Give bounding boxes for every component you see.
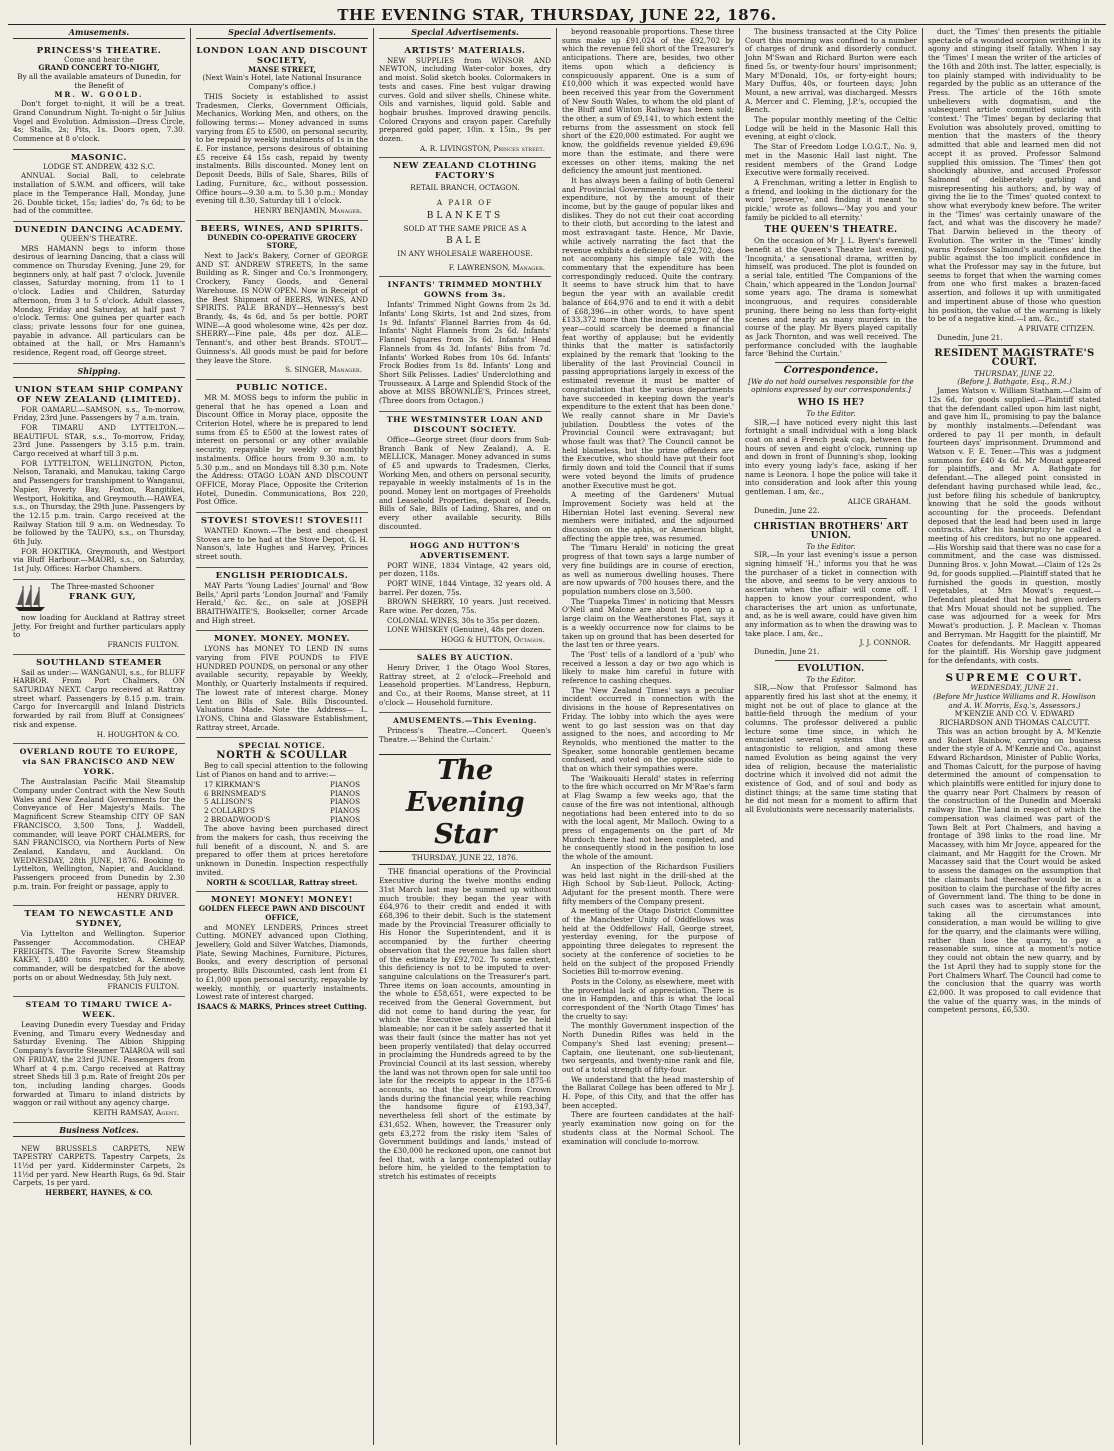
ad-signature: HENRY DRIVER.	[116, 891, 179, 901]
letter-body: SIR,—I have noticed every night this last fortnight a small individual with a long black coat on and a French peak cap, between the hours of seven and eight o'clock, running up and down in front of Dunning's shop, looking into every young lady's face, asking if her name is Leonora. I hope the police will take it into consideration and look after this young gentleman. I am, &c.,	[745, 417, 917, 497]
ad-signature: KEITH RAMSAY, Agent.	[93, 1108, 179, 1118]
ad-body: ANNUAL Social Ball, to celebrate installation of S.W.M. and officers, will take place in the Temperance Hall, Monday, June 26. Double ticket, 15s; ladies' do, 7s 6d; to be had of the committee.	[13, 171, 185, 216]
ad-heading: INFANTS' TRIMMED MONTHLY GOWNS from 3s.	[387, 280, 543, 300]
ad-heading: STOVES! STOVES!! STOVES!!!	[200, 516, 364, 527]
ad-body: Henry Driver, 1 the Otago Wool Stores, Rattray street, at 2 o'clock—Freehold and Leasehold properties. M'Landress, Hepburn, and Co., at their Rooms, Manse street, at 11 o'clock — Household furniture.	[379, 662, 551, 707]
letter-date: Dunedin, June 21.	[937, 332, 1003, 342]
article-heading-queens-theatre: THE QUEEN'S THEATRE.	[764, 225, 898, 236]
ship-title: The Three-masted Schooner	[51, 581, 155, 591]
ad-body: MR M. MOSS begs to inform the public in general that he has opened a Loan and Discount Office in Moray place, opposite the Criterion Hotel, where he is prepared to lend sums from £5 to £500 at the lowest rates of interest on personal or any other available security, repayable by weekly or monthly instalments. Office hours from 9.30 a.m. to 5.30 p.m., and on Mondays till 8.30 p.m. Note the Address: OTAGO LOAN AND DISCOUNT OFFICE, Moray Place, Opposite the Criterion Hotel, Dunedin. Communications, Box 220, Post Office.	[196, 392, 368, 507]
piano-list-item	[196, 816, 368, 825]
ad-body: and MONEY LENDERS, Princes street Cutting. MONEY advanced upon Clothing, Jewellery, Gold and Silver Watches, Diamonds, Plate, Sewing Machines, Furniture, Pictures, Books, and every description of personal property. Bills Discounted, cash lent from £1 to £1,000 upon personal security, repayable by weekly, monthly, or quarterly instalments. Lowest rate of interest charged.	[196, 922, 368, 1002]
piano-maker: 2 BROADWOOD'S	[204, 814, 271, 824]
ad-body: Princess's Theatre.—Concert. Queen's Theatre.—'Behind the Curtain.'	[379, 726, 551, 745]
section-heading-business: Business Notices.	[13, 1126, 185, 1137]
ad-schooner-frank-guy	[13, 580, 185, 655]
news-paragraph: An inspection of the Richardson Fusiliers was held last night in the drill-shed at the High School by Sub-Lieut. Pollock, Acting-Adjutant for the present month. There were fifty members of the Company present.	[562, 861, 734, 906]
letter-date: Dunedin, June 21.	[754, 647, 820, 657]
ad-body: Leaving Dunedin every Tuesday and Friday Evening, and Timaru every Wednesday and Saturday Evening. The Albion Shipping Company's favorite Steamer TAIAROA will sail ON FRIDAY, the 23rd JUNE. Passengers from Wharf at 4 p.m. Cargo received at Rattray street Sheds till 3 p.m. Rate of freight 20s per ton, including landing charges. Goods forwarded at Timaru to inland districts by waggon or rail without any agency charge.	[13, 1020, 185, 1108]
ad-heading: ENGLISH PERIODICALS.	[215, 570, 349, 581]
section-heading-amusements: Amusements.	[13, 28, 185, 39]
ad-line: BALE	[446, 236, 484, 247]
letter-heading-art-union: CHRISTIAN BROTHERS' ART UNION.	[753, 522, 909, 541]
piano-maker: 6 BRINSMEAD'S	[204, 788, 267, 798]
ad-body: MRS HAMANN begs to inform those desirous of learning Dancing, that a class will commence on Thursday Evening, June 29, for beginners only, at half past 7 o'clock. Juvenile classes, Saturday morning, from 11 to 1 o'clock. Ladies and Children, Saturday afternoon, from 3 to 5 o'clock. Adult classes, Monday, Friday and Saturday, at half past 7 o'clock. Terms: One guinea per quarter each class; private lessons four for one guinea, payable in advance. All particulars can be obtained at the hall, or Mrs Hamann's residence, Regent road, off George street.	[13, 243, 185, 358]
news-paragraph: The 'Timaru Herald' in noticing the great progress of that town says a large number of very fine buildings are in course of erection, as well as numerous dwelling houses. There are now upwards of 700 houses there, and the population numbers close on 3,500.	[562, 543, 734, 596]
editorial	[379, 868, 551, 1181]
ad-heading: PUBLIC NOTICE.	[236, 382, 328, 393]
ad-line: (Next Wain's Hotel, late National Insurance Company's office.)	[202, 73, 362, 92]
ad-body: NEW SUPPLIES from WINSOR AND NEWTON, including Water-color boxes, dry and moist. Solid sketch books. Colormakers in tests and cases. Fine best vulgar drawing curves. Gold and silver shells, Chinese white. Oils and varnishes, liquid gold. Sable and hoghair brushes. Improved drawing pencils. Colored Crayons and crayon paper. Carefully prepared gold paper, 10in. x 15in., 9s per dozen.	[379, 55, 551, 144]
ad-body: FOR OAMARU.—SAMSON, s.s., To-morrow, Friday, 23rd June. Passengers by 7 a.m. train.	[13, 404, 185, 423]
ad-heading: BEERS, WINES, AND SPIRITS.	[200, 223, 364, 234]
column-3	[374, 28, 557, 1445]
ad-westminster-loan	[379, 412, 551, 538]
ad-item: COLONIAL WINES, 30s to 35s per dozen.	[387, 615, 540, 625]
ad-carpets	[13, 1141, 185, 1202]
news-paragraph: Posts in the Colony, as elsewhere, meet with the proverbial lack of appreciation. There is one in Hampden, and this is what the local correspondent of the 'North Otago Times' has the cruelty to say:	[562, 976, 734, 1021]
ad-signature: S. SINGER, Manager.	[285, 365, 362, 375]
ad-signature: H. HOUGHTON & CO.	[96, 729, 179, 739]
ad-north-scoullar	[196, 738, 368, 892]
ad-heading: AMUSEMENTS.—This Evening.	[393, 716, 537, 726]
court-bench: (Before Mr Justice Williams and R. Howlison and A. W. Morris, Esq.'s, Assessors.)	[933, 692, 1096, 710]
ad-body: FOR HOKITIKA, Greymouth, and Westport via Bluff Harbour.—MAORI, s.s., on Saturday, 1st July. Offices: Harbor Chambers.	[13, 546, 185, 574]
ad-stoves	[196, 513, 368, 568]
ad-item: PORT WINE, 1844 Vintage, 32 years old. A barrel. Per dozen, 75s.	[379, 578, 551, 597]
ad-infants-gowns	[379, 277, 551, 411]
ad-body: LYONS has MONEY TO LEND IN sums varying from FIVE POUNDS to FIVE HUNDRED POUNDS, on personal or any other available security, repayable by Weekly, Monthly, or Quarterly Instalments if required. The lowest rate of interest charge. Money Lent on Bills of Sale. Bills Discounted. Valuations Made. Note the Address— L. LYONS, China and Glassware Establishment, Rattray street, Arcade.	[196, 644, 368, 732]
ad-heading: DUNEDIN DANCING ACADEMY.	[14, 224, 184, 235]
schooner-icon	[13, 583, 47, 613]
ad-body: Next to Jack's Bakery, Corner of GEORGE AND ST. ANDREW STREETS, In the same Building as R. Singer and Co.'s Ironmongery, Crockery, Fancy Goods, and General Warehouse. IS NOW OPEN. Now in Receipt of the Best Shipment of BEERS, WINES, AND SPIRITS. PALE BRANDY—Hennessy's best Brandy, 4s, 4s 6d, and 5s per bottle. PORT WINE—A good wholesome wine, 42s per doz. SHERRY—Fine pale, 48s per doz. ALE—Tennant's, and other best Brands. STOUT—Guinness's. All goods must be paid for before they leave the Store.	[196, 251, 368, 365]
ad-signature: HERBERT, HAYNES, & CO.	[45, 1188, 153, 1198]
ad-steam-to-timaru	[13, 997, 185, 1123]
ad-london-loan	[196, 43, 368, 221]
ad-body: now loading for Auckland at Rattray street Jetty. For freight and further particulars apply to	[13, 612, 185, 640]
ad-southland-steamer	[13, 655, 185, 745]
section-heading-special: Special Advertisements.	[196, 28, 368, 39]
news-paragraph: A Frenchman, writing a letter in English to a friend, and looking in the dictionary for the word 'preserve,' and finding it meant 'to pickle,' wrote as follows—'May you and your family be pickled to all eternity.'	[745, 177, 917, 222]
column-4	[557, 28, 740, 1445]
ad-signature: A. R. LIVINGSTON, Princes street.	[419, 143, 545, 153]
ad-body: MAY Parts 'Young Ladies' Journal' and 'Bow Bells,' April parts 'London Journal' and 'Family Herald,' &c. &c., on sale at JOSEPH BRAITHWAITE'S, Bookseller, corner Arcade and High street.	[196, 580, 368, 625]
court-bench: (Before J. Bathgate, Esq., R.M.)	[957, 377, 1072, 387]
ad-heading: MONEY. MONEY. MONEY.	[213, 634, 351, 645]
ad-heading: LONDON LOAN AND DISCOUNT SOCIETY,	[196, 45, 368, 66]
ad-signature: FRANCIS FULTON.	[107, 639, 179, 649]
ad-line: MR. W. GOOLD.	[54, 89, 144, 99]
ad-body: Beg to call special attention to the following List of Pianos on hand and to arrive:—	[196, 761, 368, 780]
news-paragraph: beyond reasonable proportions. These three sums make up £91,024 of the £92,702 by which the revenue fell short of the Treasurer's anticipations. There are, besides, two other items upon which a deficiency is conspicuously apparent. One is a sum of £10,000 which it was expected would have been received this year from the Government of New South Wales, to whom the old plant of the Bluff and Winton Railway has been sold; the other, a sum of £9,141, to which extent the returns from the assessment on stock fell short of the £20,000 estimated. For aught we know, the goldfields revenue yielded £9,696 more than the estimate, and there were excesses on other items, making the net deficiency the amount just mentioned.	[562, 28, 734, 176]
ad-item: LONE WHISKEY (Genuine), 48s per dozen.	[387, 625, 545, 635]
news-paragraph: It has always been a failing of both General and Provincial Governments to regulate their expenditure, not by the amount of their income, but by the gauge of popular likes and dislikes. They do not cut their coat according to their cloth, but according to the latest and most extravagant taste. Hence, Mr Davie, while actively narrating the fact that the revenue exhibits a deficiency of £92,702, does not accompany his simple tale with the commentary that the expenditure has been correspondingly reduced. Quite the contrary. It seems to have struck him that to have begun the year with an available credit balance of £64,976 and to end it with a debit of £68,396—in other words, to have spent £133,372 more than the income proper of the year—could scarcely be deemed a financial feat worthy of applause; but he evidently thinks that the matter is satisfactorily explained by the remark that 'looking to the liberality of the last Provincial Council in passing appropriations largely in excess of the estimated revenue it must be matter of congratulation that the various departments have succeeded in keeping down the year's expenditure to the extent that has been done.' We really cannot share in Mr Davie's jubilation. Doubtless the votes of the Provincial Council were extravagant; but whose fault was that? The Council cannot be held blameless, but the prime offenders are the Executive, who should have put their foot firmly down and told the Council that if sums were voted beyond the limits of prudence another Executive must be got.	[562, 175, 734, 490]
ad-heading: NEW ZEALAND CLOTHING FACTORY'S	[393, 161, 537, 182]
ad-money	[196, 631, 368, 738]
sales-by-auction	[379, 650, 551, 714]
column-2	[191, 28, 374, 1445]
amusements-this-evening	[379, 713, 551, 749]
running-title: THE EVENING STAR, THURSDAY, JUNE 22, 1876.	[337, 6, 777, 24]
court-report: James Watson v. William Statham.—Claim of 12s 6d, for goods supplied.—Plaintiff stated that the defendant called upon him last night, and gave him IL, promising to pay the balance by monthly instalments.—Defendant was ordered to pay 1l per month, in default fourteen days' imprisonment. Drummond and Watson v. F. E. Tener.—This was a judgment summons for £40 4s 6d. Mr Mouat appeared for plaintiffs, and Mr A. Bathgate for defendant.—The alleged point consisted in defendant having purchased while lead, &c., just before filing his schedule of bankruptcy, knowing that he sold the goods without accounting for the proceeds. Defendant deposed that the lead had been used in large contracts. After his bankruptcy he called a meeting of his creditors, but no one appeared.—His Worship said that there was no case for a commitment, and the case was dismissed. Dunning Bros. v. John Mowat.—Claim of 12s 2s 9d, for goods supplied.—Plaintiff stated that he furnished the goods in question, mostly vegetables, at Mrs Mowat's request.—Defendant pleaded that he had given orders that Mrs Mouat should not be supplied. The case was adjourned for a week for Mrs Mowat's production. J. P. Maclean v. Thomas and Berryman. Mr Haggitt for the plaintiff, Mr Coates for defendants. Mr Haggitt appeared for the plaintiff. His Worship gave judgment for the defendants, with costs.	[928, 386, 1101, 665]
letter-date: Dunedin, June 22.	[754, 505, 820, 515]
ad-item: PORT WINE, 1834 Vintage, 42 years old, per dozen, 118s.	[379, 560, 551, 579]
ad-line: By all the available amateurs of Dunedin, for the Benefit of	[17, 72, 181, 90]
ad-heading: PRINCESS'S THEATRE.	[36, 45, 162, 56]
news-paragraph: The 'Post' tells of a landlord of a 'pub' who received a lesson a day or two ago which is likely to make him careful in future with reference to cashing cheques.	[562, 649, 734, 686]
piano-type: PIANOS	[330, 779, 360, 789]
letter-heading-who-is-he: WHO IS HE?	[797, 398, 865, 409]
ad-body: THIS Society is established to assist Tradesmen, Clerks, Government Officials, Mechanics, Working Men, and others, on the following terms:— Money advanced in sums varying from £5 to £500, on personal security, to be repaid by weekly instalments of 1s in the £. For instance, persons desirous of obtaining £5 receive £4 15s cash, repaid by twenty instalments. Bills discounted. Money lent on Deposit Deeds, Bills of Sale, Shares, Bills of Lading, Furniture, &c., without possession. Office hours—9.30 a.m. to 5.30 p.m.; Monday evening till 8.30, Saturday till 1 o'clock.	[196, 91, 368, 206]
section-heading-special: Special Advertisements.	[379, 28, 551, 39]
ad-signature: ISAACS & MARKS, Princes street Cutting.	[197, 1001, 367, 1011]
case-title: M'KENZIE AND CO. V. EDWARD RICHARDSON AND THOMAS CALCUTT.	[939, 709, 1090, 728]
ad-hogg-hutton	[379, 538, 551, 650]
letter-body: SIR,—Now that Professor Salmond has apparently fired his last shot at the enemy, it might not be out of place to glance at the battle-field through the medium of your columns. The professor delivered a public lecture some time since, in which he enunciated several systems that were antagonistic to religion, and among these named Evolution as being against the very idea of religion, because the materialistic doctrine which it involved did not admit the existence of God, and of soul and body as distinct things; at the same time stating that he did not mean for a moment to affirm that all Evolutionists were necessarily materialists.	[745, 683, 917, 815]
ad-clothing-factory	[379, 158, 551, 277]
piano-type: PIANOS	[330, 814, 360, 824]
letter-salutation: To the Editor.	[806, 408, 856, 418]
ad-overland-route	[13, 744, 185, 906]
ad-body: Sail as under:— WANGANUI, s.s., for BLUFF HARBOR. From Port Chalmers, ON SATURDAY NEXT. Cargo received at Rattray street wharf. Passengers by 8.15 p.m. train. Cargo for Invercargill and Inland Districts forwarded by rail from Bluff at Consignees' risk and expense.	[13, 667, 185, 729]
piano-type: PIANOS	[330, 805, 360, 815]
section-heading-correspondence: Correspondence.	[783, 365, 879, 377]
page-masthead	[8, 4, 1106, 25]
ad-heading: UNION STEAM SHIP COMPANY OF NEW ZEALAND (LIMITED).	[14, 384, 184, 405]
ad-line: MANSE STREET,	[248, 64, 316, 74]
ad-heading: SPECIAL NOTICE.	[238, 741, 326, 751]
ad-masonic	[13, 150, 185, 222]
ad-heading: OVERLAND ROUTE TO EUROPE, via SAN FRANCISCO AND NEW YORK.	[19, 747, 179, 777]
columns	[8, 28, 1106, 1445]
piano-maker: 5 ALLISON'S	[204, 797, 253, 807]
ad-line: SOLD AT THE SAME PRICE AS A	[403, 223, 527, 233]
divider	[775, 660, 887, 661]
ad-heading: MASONIC.	[70, 152, 128, 163]
newspaper-nameplate: The Evening Star	[379, 754, 551, 852]
ad-body: FOR TIMARU AND LYTTELTON.—BEAUTIFUL STAR, s.s., To-morrow, Friday, 23rd June. Passengers by 3.15 p.m. train. Cargo received at wharf till 3 p.m.	[13, 422, 185, 459]
court-report: This was an action brought by A. M'Kenzie and Robert Rainbow, carrying on business under the style of A. M'Kenzie and Co., against Edward Richardson, Minister of Public Works, and Thomas Calcutt, for the purpose of having determined the amount of compensation to which plaintiffs were entitled for injury done to the quarry near Port Chalmers by reason of the construction of the Dunedin and Moeraki railway line. The land in respect of which the compensation was claimed was part of the Town Belt at Port Chalmers, and having a frontage of 398 links to the road line. Mr Macassey, with him Mr Joyce, appeared for the claimant, and Mr Haggitt for the Crown. Mr Macassey said that the Court would be asked to assess the damages on the assumption that the claimants had thereafter would be in a position to claim the purchase of the fifty acres of Government land. The thing to be done in such cases was to ascertain what amount, taking all the circumstances into consideration, a man would be willing to give for the quarry, and the claimants were willing, rather than lose the quarry, to pay a reasonable sum, since at a moment's notice they could not obtain the new quarry, and by the 1st April they had to supply stone for the Port Chalmers Wharf. The Council had come to the conclusion that the quarry was worth £2,000. It was proposed to call evidence that the value of the quarry was, in the minds of competent persons, £6,530.	[928, 726, 1101, 1015]
ad-heading: NORTH & SCOULLAR	[216, 750, 348, 762]
ad-body: Via Lyttelton and Wellington. Superior Passenger Accommodation. CHEAP FREIGHTS. The Favorite Screw Steamship KAKEY, 1,480 tons register, A. Kennedy, commander, will be despatched for the above ports on or about Wednesday, 5th July next.	[13, 929, 185, 982]
ad-line: RETAIL BRANCH, OCTAGON.	[410, 183, 520, 193]
ad-line: IN ANY WHOLESALE WAREHOUSE.	[397, 248, 533, 258]
ad-artists-materials	[379, 43, 551, 159]
ad-body: Infants' Trimmed Night Gowns from 2s 3d. Infants' Long Skirts, 1st and 2nd sizes, from 1s 9d. Infants' Flannel Barries from 4s 6d. Infants' Night Flannels from 2s 6d. Infants' Flannel Squares from 3s 6d. Infants' Head Flannels from 4s 3d. Infants' Bibs from 7d. Infants' Worked Robes from 10s 6d. Infants' Frock Bodies from 1s 8d. Infants' Long and Short Silk Pelisses. Ladies' Underclothing and Trousseaux. A Large and Splendid Stock of the above at MISS BROWNLIE'S, Princes street, (Three doors from Octagon.)	[379, 300, 551, 406]
article-body: On the occasion of Mr J. L. Byers's farewell benefit at the Queen's Theatre last evening, 'Incognita,' a sensational drama, written by himself, was produced. The plot is founded on a serial tale, entitled 'The Companions of the Chain,' which appeared in the 'London Journal' some years ago. The drama is somewhat incongruous, and requires considerable pruning, there being no less than forty-eight scenes and nearly as many murders in the course of the play. Mr Byers played capitally as Jack Thornton, and was well received. The performance concluded with the laughable farce 'Behind the Curtain.'	[745, 236, 917, 359]
letter-salutation: To the Editor.	[806, 541, 856, 551]
court-date: THURSDAY, JUNE 22.	[974, 368, 1055, 378]
ad-princess-theatre	[13, 43, 185, 150]
ad-dancing-academy	[13, 222, 185, 364]
letter-signature: A PRIVATE CITIZEN.	[1018, 323, 1095, 333]
article-heading-resident-magistrate: RESIDENT MAGISTRATE'S COURT.	[934, 348, 1095, 369]
ad-heading: MONEY! MONEY! MONEY!	[211, 895, 353, 906]
piano-type: PIANOS	[330, 797, 360, 807]
news-paragraph: The Star of Freedom Lodge I.O.G.T., No. 9, met in the Masonic Hall last night. The resident members of the Grand Lodge Executive were formally received.	[745, 142, 917, 178]
news-paragraph: The business transacted at the City Police Court this morning was confined to a number of charges of drunk and disorderly conduct. John M'Swan and Richard Burton were each fined 5s, or twenty-four hours' imprisonment; Mary M'Donald, 10s, or forty-eight hours; Mary Duffus, 40s, or fourteen days; John Mount, a new arrival, was discharged. Messrs A. Mercer and C. Fleming, J.P.'s, occupied the Bench.	[745, 28, 917, 115]
ad-line: Come and hear the	[64, 54, 134, 64]
ad-line: GOLDEN FLEECE PAWN AND DISCOUNT OFFICE,	[198, 904, 366, 922]
section-heading-shipping: Shipping.	[13, 367, 185, 378]
news-paragraph: A meeting of the Otago District Committee of the Manchester Unity of Oddfellows was held at the Oddfellows' Hall, George street, yesterday evening, for the purpose of appointing three delegates to represent the society at the conference of societies to be held on the subject of the proposed Friendly Societies Bill to-morrow evening.	[562, 906, 734, 977]
news-paragraph: A meeting of the Gardeners' Mutual Improvement Society was held at the Hibernian Hotel last evening. Several new members were initiated, and the adjourned discussion on the aphis, or American blight, affecting the apple tree, was resumed.	[562, 490, 734, 543]
column-1	[8, 28, 191, 1445]
ad-body: The above having been purchased direct from the makers for cash, thus receiving the full benefit of a discount, N. and S. are prepared to offer them at prices heretofore unknown in Dunedin. Inspection respectfully invited.	[196, 824, 368, 877]
ship-row	[13, 583, 185, 613]
ad-item: BROWN SHERRY, 10 years. Just received. Rare wine. Per dozen, 75s.	[379, 597, 551, 616]
ad-union-steam-ship	[13, 382, 185, 580]
ship-name: FRANK GUY,	[69, 591, 137, 602]
divider	[775, 518, 887, 519]
news-paragraph: The 'Waikouaiti Herald' states in referring to the fire which occurred on Mr M'Rae's farm at Flag Swamp a few weeks ago, that the cause of the fire was not intentional, although negotiations had been entered into to do so with the local agent, Mr Malloch. Owing to a press of engagements on the part of Mr Murdoch there had not been completed, and he consequently stood in the position to lose the whole of the amount.	[562, 773, 734, 862]
ad-line: DUNEDIN CO-OPERATIVE GROCERY STORE,	[207, 232, 357, 251]
article-heading-supreme-court: SUPREME COURT.	[945, 671, 1084, 684]
ad-heading: THE WESTMINSTER LOAN AND DISCOUNT SOCIETY.	[386, 414, 544, 434]
ad-steam-to-newcastle	[13, 906, 185, 997]
letter-signature: J. J. CONNOR.	[859, 638, 911, 648]
ad-body: The Australasian Pacific Mail Steamship Company under Contract with the New South Wales and New Zealand Governments for the Conveyance of Her Majesty's Mails. The Magnificent Screw Steamship CITY OF SAN FRANCISCO, 3,500 Tons, J. Waddell, commander, will leave PORT CHALMERS, for SAN FRANCISCO, via Northern Ports of New Zealand, Kandavu, and Auckland. On WEDNESDAY, 28th JUNE, 1876. Booking to Lyttelton, Wellington, Napier, and Auckland. Passengers proceed from Dunedin by 2.30 p.m. train. For freight or passage, apply to	[13, 777, 185, 891]
column-6	[923, 28, 1106, 1445]
ad-heading: TEAM TO NEWCASTLE AND SYDNEY,	[24, 909, 174, 930]
ad-body: FOR LYTTELTON, WELLINGTON, Picton, Nelson, Taranaki, and Manukau, taking Cargo and Passengers for transhipment to Wanganui, Napier, Poverty Bay, Foxton, Rangitikei, Westport, Hokitika, and Greymouth.—HAWEA, s.s., on Thursday, the 29th June. Passengers by the 12.15 p.m. train. Cargo received at the Railway Station till 9 a.m. on Wednesday. To be followed by the TAUPO, s.s., on Thursday, 6th July.	[13, 458, 185, 547]
correspondence-disclaimer: [We do not hold ourselves responsible for the opinions expressed by our correspondents.]	[748, 376, 914, 395]
ad-body: Don't forget to-night, it will be a treat. Grand Conundrum Night. To-night o 5ir Julius Vogel and Evolution. Admission—Dress Circle, 4s; Stalls, 2s; Pits, 1s. Doors open, 7.30. Commence at 8 o'clock.	[13, 99, 185, 144]
dateline: THURSDAY, JUNE 22, 1876.	[379, 854, 551, 866]
news-paragraph: The popular monthly meeting of the Celtic Lodge will be held in the Masonic Hall this evening, at eight o'clock.	[745, 115, 917, 142]
news-paragraph: We understand that the head mastership of the Ballarat College has been offered to Mr J. H. Pope, of this City, and that the offer has been accepted.	[562, 1074, 734, 1110]
ad-line: QUEEN'S THEATRE.	[60, 233, 138, 243]
ad-heading: SALES BY AUCTION.	[416, 652, 514, 662]
piano-maker: 17 KIRKMAN'S	[204, 779, 261, 789]
letter-signature: ALICE GRAHAM.	[847, 496, 911, 506]
news-paragraph: The 'Tuapeka Times' in noticing that Messrs O'Neil and Malone are about to open up a large claim on the Weatherstones Flat, says it is a weekly occurrence now for claims to be taken up on ground that has been deserted for the last ten or three years.	[562, 596, 734, 650]
ad-signature: F. LAWRENSON, Manager.	[448, 262, 545, 272]
news-paragraph: The monthly Government inspection of the North Dunedin Rifles was held in the Company's Shed last evening; present—Captain, one lieutenant, one sub-lieutenant, two sergeants, and twenty-nine rank and file, out of a total strength of fifty-four.	[562, 1021, 734, 1074]
letter-salutation: To the Editor.	[806, 674, 856, 684]
divider	[775, 362, 887, 363]
court-date: WEDNESDAY, JUNE 21.	[970, 683, 1059, 693]
ad-signature: HOGG & HUTTON, Octagon.	[440, 635, 545, 645]
ad-public-notice	[196, 380, 368, 513]
ad-beers-wines	[196, 221, 368, 380]
ad-heading: SOUTHLAND STEAMER	[36, 657, 162, 668]
editorial-paragraph: THE financial operations of the Provincial Executive during the twelve months ending 31st March last may be summed up without much trouble: they began the year with £64,976 to their credit and ended it with £68,396 to their debit. Such is the statement made by the Provincial Treasurer officially to His Honor the Superintendent, and it is accompanied by the further cheering observation that the revenue has fallen short of the estimate by £92,702. To some extent, this deficiency is not to be imputed to over-sanguine calculations on the Treasurer's part. Three items on loan accounts, amounting in the whole to £58,651, were expected to be received from the General Government, but did not come to hand during the year, for which the Executive can hardly be held blameable; nor can it be safely asserted that it was their fault (since the matter has not yet been properly ventilated) that delay occurred in proclaiming the Hundreds agreed to by the Provincial Council at its last session, whereby the land was not thrown open for sale until too late for the receipts to appear in the 1875-6 accounts, so that the receipts from Crown lands during the financial year, while reaching the handsome figure of £193,347, nevertheless fell short of the estimate by £31,652. When, however, the Treasurer only gets £3,272 from the risky item 'Sales of Government buildings and lands,' instead of the £30,000 he reckoned upon, one cannot but feel that, with a large contemplated outlay before him, he yielded to the temptation to stretch his estimates of receipts	[379, 867, 551, 1182]
ad-heading: HOGG AND HUTTON'S ADVERTISEMENT.	[409, 540, 521, 560]
ad-line: BLANKETS	[426, 210, 504, 221]
ad-heading: STEAM TO TIMARU TWICE A-WEEK.	[25, 1000, 173, 1020]
column-5	[740, 28, 923, 1445]
piano-maker: 2 COLLARD'S	[204, 805, 256, 815]
ad-signature: FRANCIS FULTON.	[107, 982, 179, 992]
divider	[958, 669, 1071, 670]
ad-line: LODGE ST. ANDREW, 432 S.C.	[42, 161, 155, 171]
letter-body-continued: duct, the 'Times' then presents the pitiable spectacle of a wounded scorpion writhing in its agony and stinging itself fatally. When I say the 'Times' I mean the writer of the articles of the 16th and 20th inst. The latter, especially, is too plainly stamped with individuality to be regarded by the public as an utterance of the Press. The article of the 16th smote unbelievers with dogmatism, and the subsequent article committed suicide with 'context.' The 'Times' began by declaring that Evolution was absolutely proved, omitting to mention that the masters of the theory admitted that able and learned men did not accept it as proved. Professor Salmond supplied this omission. The 'Times' then got shockingly abusive, and accused Professor Salmond of deliberately garbling and misrepresenting his authors; and, by way of giving the lie to the 'Times' quoted context to show what everybody knew before. The writer in the 'Times' was certainly unaware of the fact, and what was the discovery he made? That Darwin believed in the theory of Evolution. The writer in the 'Times' kindly warns Professor Salmond's audiences and the public against the too implicit confidence in what the Professor may say in the future, but seems to forget that when the warning comes from one who first makes a brazen-faced assertion, and follows it up with unmitigated and impertinent abuse of those who question his position, the value of the warning is likely to be of a negative kind.—I am, &c.,	[928, 28, 1101, 324]
ad-body: Office—George street (four doors from Sub-Branch Bank of New Zealand), A. E. MELLICK, Manager. Money advanced in sums of £5 and upwards to Tradesmen, Clerks, Working Men, and others on personal security, repayable in weekly instalments of 1s in the pound. Money lent on mortgages of Freeholds and Leasehold Properties, deposit of Deeds, Bills of Sale, Bills of Lading, Shares, and on every other available security. Bills discounted.	[379, 434, 551, 531]
letter-body: SIR,—In your last evening's issue a person signing himself 'H.,' informs you that he was the purchaser of a ticket in connection with the above, and seems to be very anxious to ascertain when the affair will come off. I happen to know your correspondent, who characterises the art union as unfortunate, and, as he is well aware, could have given him any information as to when the drawing was to take place. I am, &c.,	[745, 550, 917, 638]
ad-line: A PAIR OF	[436, 198, 494, 208]
ad-signature: HENRY BENJAMIN, Manager.	[253, 205, 362, 215]
piano-type: PIANOS	[330, 788, 360, 798]
ad-body: NEW BRUSSELS CARPETS, NEW TAPESTRY CARPETS. Tapestry Carpets, 2s 11½d per yard. Kidderminster Carpets, 2s 11½d per yard. New Hearth Rugs, 6s 9d. Stair Carpets, 1s per yard.	[13, 1143, 185, 1188]
ad-english-periodicals	[196, 568, 368, 632]
news-paragraph: There are fourteen candidates at the half-yearly examination now going on for the students class at the Normal School. The examination will conclude to-morrow.	[562, 1110, 734, 1146]
news-paragraph: The 'New Zealand Times' says a peculiar incident occurred in connection with the divisions in the house of Representatives on Friday. The lobby into which the ayes were went to go last session was on that day assigned to the noes, and according to Mr Reynolds, who mentioned the matter to the Speaker, some honorable gentlemen became confused, and voted on the opposite side to that on which their sympathies were.	[562, 685, 734, 774]
letter-heading-evolution: EVOLUTION.	[797, 663, 865, 674]
ad-line: GRAND CONCERT TO-NIGHT,	[38, 63, 160, 73]
divider	[958, 345, 1071, 346]
ad-signature: NORTH & SCOULLAR, Rattray street.	[206, 877, 358, 887]
ad-body: WANTED Known.—The best and cheapest Stoves are to be had at the Stove Depot, G. H. Nanson's, late Hughes and Harvey, Princes street south.	[196, 526, 368, 562]
ad-golden-fleece	[196, 892, 368, 1015]
ad-heading: ARTISTS' MATERIALS.	[404, 45, 526, 56]
